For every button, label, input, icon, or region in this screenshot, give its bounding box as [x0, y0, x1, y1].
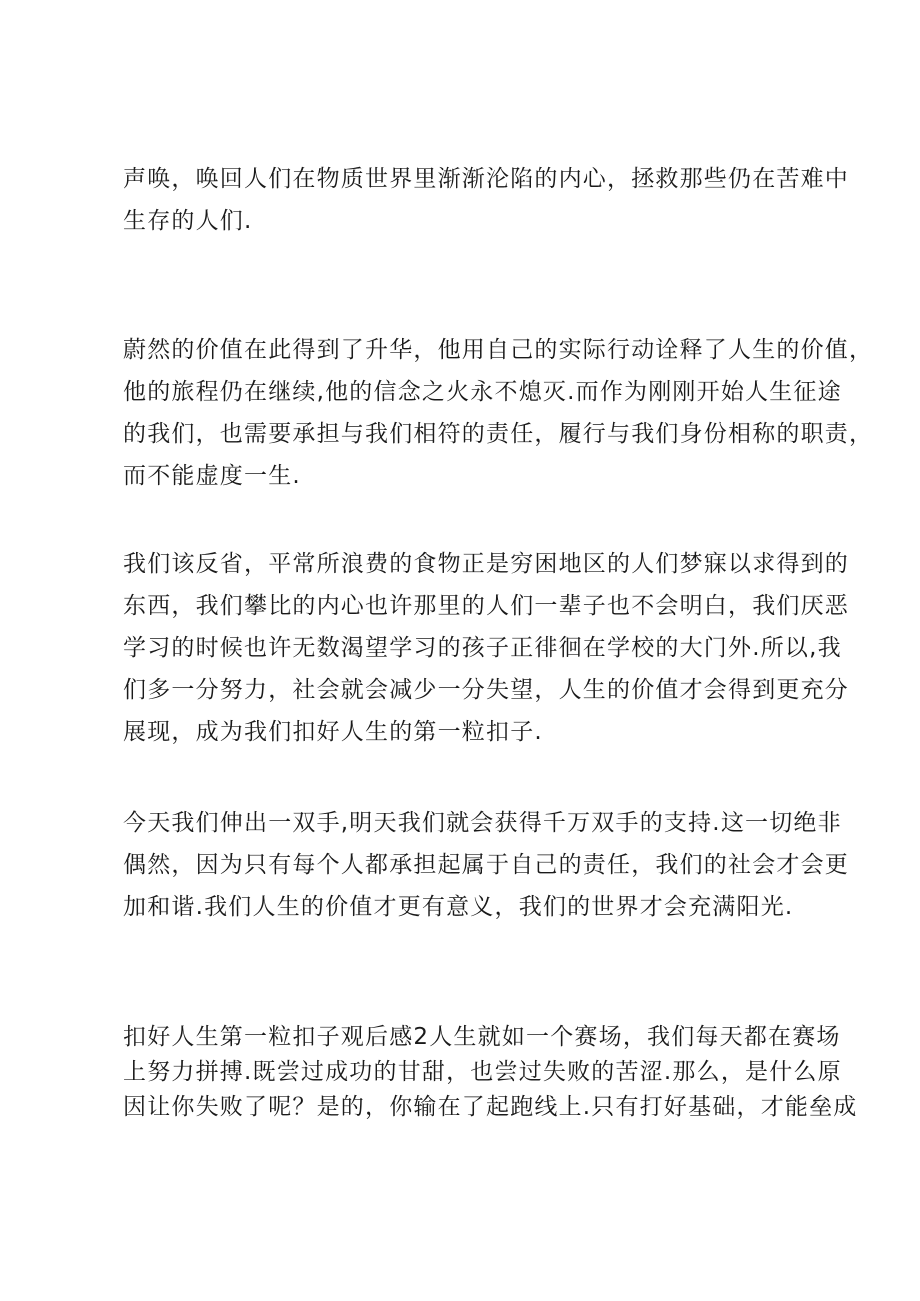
text-line: 偶然，因为只有每个人都承担起属于自己的责任，我们的社会才会更 — [123, 852, 849, 878]
text-line: 们多一分努力，社会就会减少一分失望，人生的价值才会得到更充分 — [123, 677, 849, 703]
text-line: 东西，我们攀比的内心也许那里的人们一辈子也不会明白，我们厌恶 — [123, 593, 849, 619]
text-line: 加和谐.我们人生的价值才更有意义，我们的世界才会充满阳光. — [123, 894, 794, 920]
text-line: 展现，成为我们扣好人生的第一粒扣子. — [123, 719, 543, 745]
text-line: 因让你失败了呢？是的，你输在了起跑线上.只有打好基础，才能垒成 — [123, 1094, 858, 1120]
text-line: 的我们，也需要承担与我们相符的责任，履行与我们身份相称的职责， — [123, 421, 874, 447]
paragraph-4 — [123, 809, 849, 922]
text-line: 扣好人生第一粒扣子观后感2人生就如一个赛场，我们每天都在赛场 — [123, 1024, 841, 1050]
text-line: 学习的时候也许无数渴望学习的孩子正徘徊在学校的大门外.所以,我 — [123, 635, 842, 661]
text-line: 生存的人们. — [123, 208, 253, 234]
text-line: 而不能虚度一生. — [123, 463, 301, 489]
paragraph-5 — [123, 1023, 858, 1122]
text-line: 他的旅程仍在继续,他的信念之火永不熄灭.而作为刚刚开始人生征途 — [123, 379, 842, 405]
text-line: 声唤，唤回人们在物质世界里渐渐沦陷的内心，拯救那些仍在苦难中 — [123, 166, 849, 192]
paragraph-2 — [123, 336, 874, 491]
paragraph-1 — [123, 165, 849, 236]
text-line: 上努力拼搏.既尝过成功的甘甜，也尝过失败的苦涩.那么，是什么原 — [123, 1059, 842, 1085]
text-line: 我们该反省，平常所浪费的食物正是穷困地区的人们梦寐以求得到的 — [123, 551, 849, 577]
text-line: 今天我们伸出一双手,明天我们就会获得千万双手的支持.这一切绝非 — [123, 810, 842, 836]
text-line: 蔚然的价值在此得到了升华，他用自己的实际行动诠释了人生的价值， — [123, 337, 874, 363]
paragraph-3 — [123, 550, 849, 747]
